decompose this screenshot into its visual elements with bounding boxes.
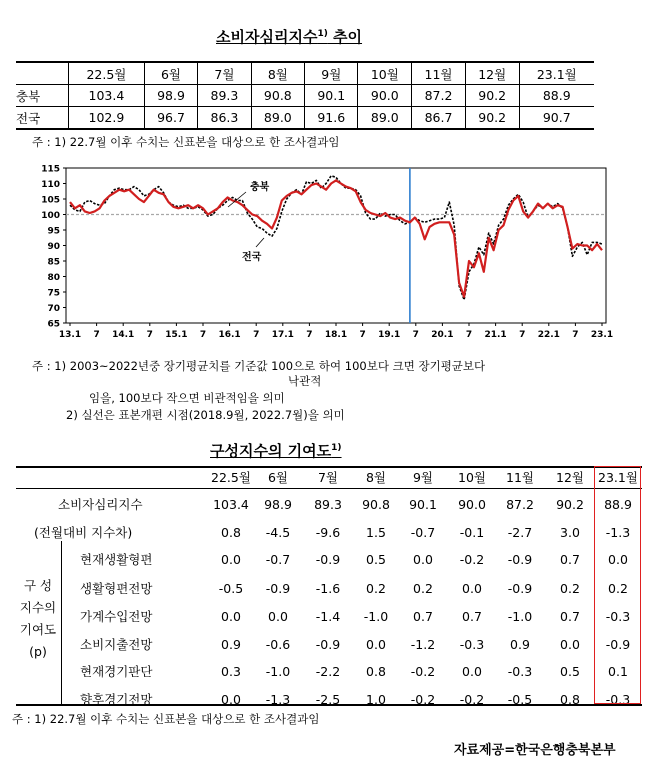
x-tick-label: 7	[519, 330, 526, 340]
table-cell: -0.3	[507, 664, 533, 679]
table-cell: -0.2	[459, 552, 485, 567]
table2-header-cell: 12월	[556, 470, 584, 485]
table-cell: -0.9	[507, 581, 533, 596]
table-cell: 0.0	[560, 637, 580, 652]
component-label: 현재경기판단	[80, 664, 153, 679]
table-cell: 1.0	[366, 692, 386, 707]
table-cell: 88.9	[604, 497, 632, 512]
component-label: 향후경기전망	[80, 692, 153, 707]
table1-header-row	[16, 62, 594, 85]
table1-header-cell	[16, 62, 69, 85]
table-cell: 3.0	[560, 525, 580, 540]
table-cell: 88.9	[519, 85, 594, 107]
row-label: 충북	[16, 88, 41, 104]
x-tick-label: 13.1	[58, 330, 82, 340]
chart-note-line2: 임을, 100보다 작으면 비관적임을 의미	[89, 391, 285, 405]
table-cell: 0.0	[221, 552, 241, 567]
table-cell: 103.4	[213, 497, 249, 512]
table-cell: 0.8	[366, 664, 386, 679]
table-cell: 89.0	[358, 107, 412, 130]
table-cell: -0.9	[605, 637, 631, 652]
table1-header-cell: 8월	[251, 62, 304, 85]
chart-note-line1: 주 : 1) 2003~2022년중 장기평균치를 기준값 100으로 하여 100보다 크면 장기평균보다	[32, 359, 486, 373]
table-cell: -0.9	[315, 637, 341, 652]
y-tick-label: 110	[41, 180, 60, 190]
table-cell: 0.3	[221, 664, 241, 679]
table-cell: 98.9	[264, 497, 292, 512]
table1-row-national	[16, 107, 594, 130]
y-tick-label: 90	[47, 242, 60, 252]
table2-header-cell: 11월	[506, 470, 534, 485]
x-tick-label: 15.1	[165, 330, 188, 340]
table-cell: 90.0	[458, 497, 486, 512]
y-tick-label: 105	[41, 195, 60, 206]
table-cell: 90.8	[251, 85, 304, 107]
table-cell: -1.0	[363, 609, 389, 624]
group-label-line: 구 성	[23, 578, 53, 593]
table-cell: -1.0	[507, 609, 533, 624]
table-cell: 0.7	[413, 609, 433, 624]
x-tick-label: 7	[253, 330, 260, 340]
table2-header-cell: 6월	[267, 470, 289, 485]
table-cell: 0.2	[366, 581, 386, 596]
table1-header-cell: 22.5월	[69, 62, 145, 85]
x-tick-label: 20.1	[431, 330, 454, 340]
x-tick-label: 18.1	[324, 330, 348, 340]
table-cell: -1.4	[315, 609, 341, 624]
x-tick-label: 7	[412, 330, 419, 340]
table-cell: -0.7	[265, 552, 291, 567]
group-label-line: 기여도	[19, 622, 57, 637]
table-cell: 96.7	[144, 107, 197, 130]
row-label: 소비자심리지수	[58, 497, 143, 512]
x-tick-label: 7	[306, 330, 313, 340]
table-cell: 91.6	[305, 107, 358, 130]
y-tick-label: 75	[47, 288, 60, 299]
table1-header-cell: 9월	[305, 62, 358, 85]
table-cell: 0.8	[221, 525, 241, 540]
chart-plot-area	[66, 168, 606, 323]
table1-header-cell: 11월	[412, 62, 466, 85]
table-cell: 0.7	[560, 552, 580, 567]
y-tick-label: 70	[47, 304, 60, 314]
table2-header-cell: 23.1월	[598, 470, 638, 485]
table1-row-chungbuk	[16, 85, 594, 107]
y-tick-label: 100	[41, 211, 60, 221]
table2-rule	[61, 541, 62, 704]
table2-header-cell: 8월	[365, 470, 387, 485]
table-cell: 0.9	[510, 637, 530, 652]
table-cell: -0.9	[265, 581, 291, 596]
table-cell: 0.0	[608, 552, 628, 567]
table1	[16, 61, 594, 130]
chart-note-line3: 2) 실선은 표본개편 시점(2018.9월, 2022.7월)을 의미	[66, 408, 345, 422]
table-cell: 0.9	[221, 637, 241, 652]
table2-title: 구성지수의 기여도$^{1)}$	[210, 442, 342, 460]
table-cell: -0.5	[218, 581, 244, 596]
table-cell: -0.3	[605, 692, 631, 707]
table-cell: 0.2	[608, 581, 628, 596]
table2-header-cell: 9월	[412, 470, 434, 485]
x-tick-label: 17.1	[271, 330, 294, 340]
table1-title: 소비자심리지수$^{1)}$ 추이	[216, 28, 363, 46]
table-cell: -0.3	[605, 609, 631, 624]
y-tick-label: 65	[47, 319, 60, 330]
table-cell: 0.7	[462, 609, 482, 624]
x-tick-label: 7	[199, 330, 207, 340]
table-cell: 0.7	[560, 609, 580, 624]
table-cell: -2.2	[315, 664, 341, 679]
table-cell: 98.9	[144, 85, 197, 107]
table-cell: 90.2	[556, 497, 584, 512]
line-chart	[20, 160, 625, 346]
table-cell: -0.2	[410, 692, 436, 707]
table1-header-cell: 10월	[358, 62, 412, 85]
table-cell: -0.9	[507, 552, 533, 567]
table1-header-cell: 12월	[465, 62, 519, 85]
table-cell: 0.0	[462, 664, 482, 679]
table2	[16, 463, 642, 706]
table1-header-cell: 23.1월	[519, 62, 594, 85]
table-cell: 90.2	[465, 85, 519, 107]
highlight-box-23-1	[594, 466, 641, 704]
table-cell: -1.3	[605, 525, 631, 540]
table2-header-cell: 10월	[458, 470, 486, 485]
y-tick-label: 95	[47, 226, 60, 237]
x-tick-label: 7	[146, 330, 153, 340]
x-tick-label: 22.1	[537, 330, 560, 340]
table-cell: 86.3	[198, 107, 251, 130]
table-cell: -0.2	[410, 664, 436, 679]
table-cell: 90.0	[358, 85, 412, 107]
table1-header-cell: 7월	[198, 62, 251, 85]
table-cell: -0.1	[459, 525, 485, 540]
x-tick-label: 16.1	[218, 330, 241, 340]
table-cell: 87.2	[412, 85, 466, 107]
x-tick-label: 21.1	[484, 330, 507, 340]
table-cell: 89.3	[314, 497, 342, 512]
table-cell: 0.1	[608, 664, 628, 679]
table-cell: -0.6	[265, 637, 291, 652]
table-cell: 102.9	[69, 107, 145, 130]
table1-note: 주 : 1) 22.7월 이후 수치는 신표본을 대상으로 한 조사결과임	[32, 135, 340, 149]
table-cell: -0.3	[459, 637, 485, 652]
y-tick-label: 80	[47, 273, 60, 283]
table2-rule	[16, 488, 642, 489]
annotation-label: 충북	[250, 182, 270, 193]
component-label: 생활형편전망	[80, 581, 153, 596]
table-cell: -1.2	[410, 637, 436, 652]
group-label-line: 지수의	[19, 600, 57, 615]
table-cell: 90.1	[305, 85, 358, 107]
x-tick-label: 23.1	[590, 330, 614, 340]
table2-header-cell: 22.5월	[211, 470, 251, 485]
table-cell: 0.2	[560, 581, 580, 596]
table-cell: -1.0	[265, 664, 291, 679]
table-cell: 0.0	[413, 552, 433, 567]
table-cell: 90.7	[519, 107, 594, 130]
row-label: 전국	[16, 110, 41, 126]
row-label: (전월대비 지수차)	[34, 525, 133, 540]
table-cell: 0.2	[413, 581, 433, 596]
table-cell: 87.2	[506, 497, 534, 512]
y-axis-ticks	[41, 165, 66, 330]
table-cell: 0.5	[366, 552, 386, 567]
x-tick-label: 19.1	[378, 330, 401, 340]
table-cell: 0.5	[560, 664, 580, 679]
table-cell: 1.5	[366, 525, 386, 540]
x-tick-label: 7	[359, 330, 366, 340]
table-cell: -1.6	[315, 581, 341, 596]
component-label: 소비지출전망	[80, 637, 153, 652]
table-cell: 103.4	[69, 85, 145, 107]
table-cell: 89.3	[198, 85, 251, 107]
table-cell: 90.8	[362, 497, 390, 512]
table2-note: 주 : 1) 22.7월 이후 수치는 신표본을 대상으로 한 조사결과임	[12, 712, 320, 726]
x-tick-label: 14.1	[112, 330, 135, 340]
table-cell: 0.0	[221, 609, 241, 624]
table-cell: 0.0	[268, 609, 288, 624]
x-axis-ticks	[59, 323, 613, 340]
table-cell: -1.3	[265, 692, 291, 707]
component-label: 현재생활형편	[80, 552, 153, 567]
component-label: 가계수입전망	[80, 609, 153, 624]
table-cell: 90.1	[409, 497, 437, 512]
table-cell: 0.8	[560, 692, 580, 707]
x-tick-label: 7	[572, 330, 579, 340]
table-cell: -0.9	[315, 552, 341, 567]
annotation-label: 전국	[242, 252, 262, 263]
table-cell: 89.0	[251, 107, 304, 130]
table-cell: -0.5	[507, 692, 533, 707]
table-cell: 0.0	[462, 581, 482, 596]
table-cell: -4.5	[265, 525, 291, 540]
x-tick-label: 7	[465, 330, 473, 340]
table-cell: -9.6	[315, 525, 341, 540]
table-cell: 0.0	[221, 692, 241, 707]
source-label: 자료제공=한국은행충북본부	[454, 743, 616, 758]
table-cell: -0.7	[410, 525, 436, 540]
table1-header-cell: 6월	[144, 62, 197, 85]
table-cell: 86.7	[412, 107, 466, 130]
y-tick-label: 115	[41, 164, 60, 175]
x-tick-label: 7	[93, 330, 100, 340]
chart-note-line1-cont: 낙관적	[288, 374, 322, 388]
table-cell: 90.2	[465, 107, 519, 130]
group-label-line: (p)	[29, 644, 47, 659]
table-cell: -2.7	[507, 525, 533, 540]
table-cell: -2.5	[315, 692, 341, 707]
y-tick-label: 85	[47, 257, 60, 268]
table-cell: 0.0	[366, 637, 386, 652]
table2-header-cell: 7월	[317, 470, 339, 485]
table-cell: -0.2	[459, 692, 485, 707]
